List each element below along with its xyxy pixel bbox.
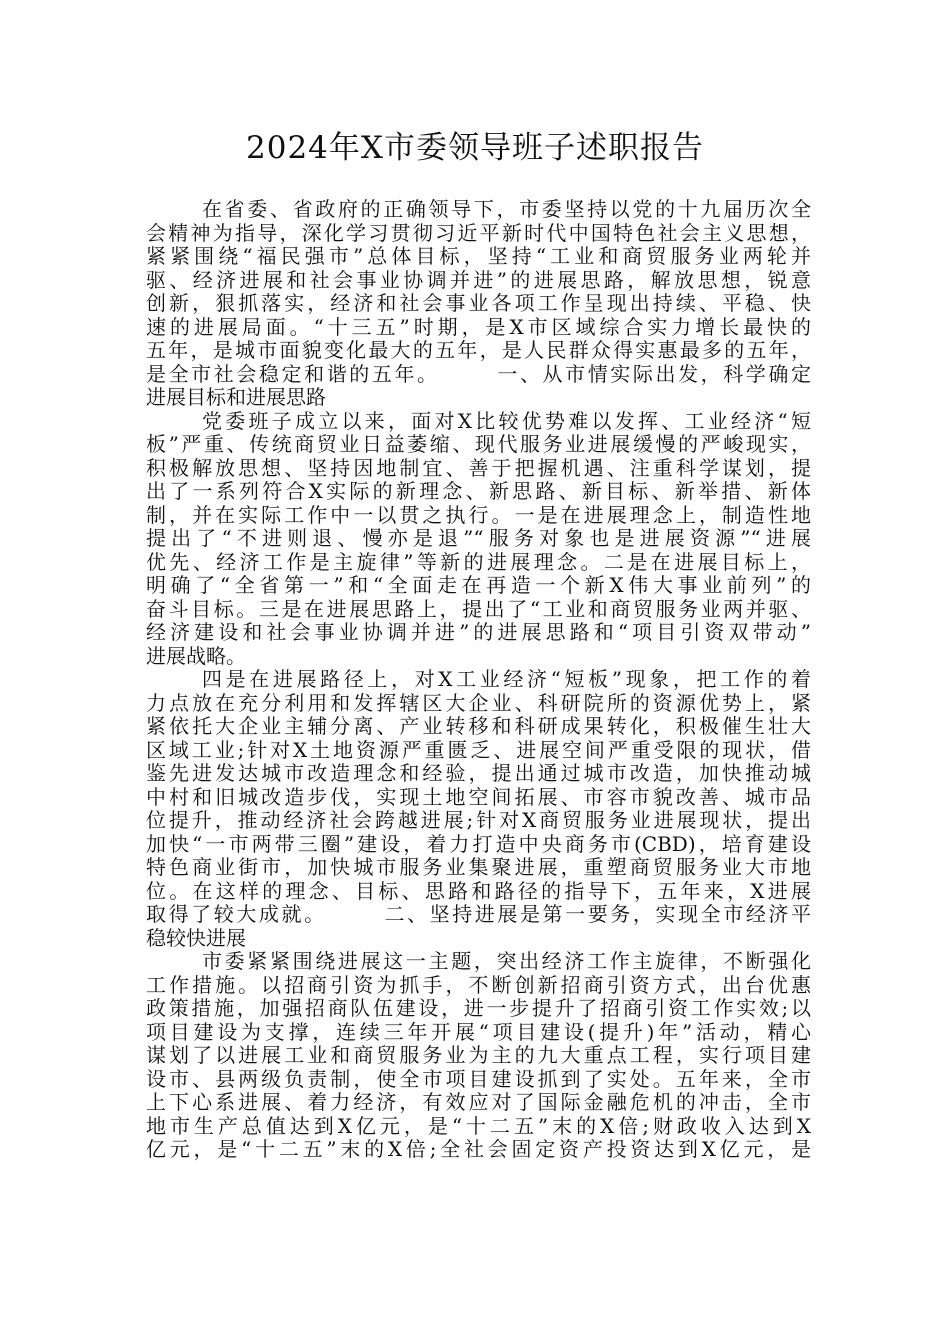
text-line: 制，并在实际工作中一以贯之执行。一是在进展理念上，制造性地 [146, 502, 811, 527]
text-line: 鉴先进发达城市改造理念和经验，提出通过城市改造，加快推动城 [146, 761, 811, 785]
text-line: 进展目标和进展思路 [146, 385, 326, 409]
text-line: 取得了较大成就。 二、坚持进展是第一要务，实现全市经济平 [146, 902, 811, 926]
text-line: 紧紧围绕“福民强市”总体目标，坚持“工业和商贸服务业两轮并 [146, 244, 811, 268]
text-line: 位提升，推动经济社会跨越进展;针对X商贸服务业进展现状，提出 [146, 808, 811, 832]
text-line: 位。在这样的理念、目标、思路和路径的指导下，五年来，X进展 [146, 878, 811, 903]
text-line: 紧依托大企业主辅分离、产业转移和科研成果转化，积极催生壮大 [146, 714, 811, 738]
document-body [146, 198, 811, 1162]
text-line: 工作措施。以招商引资为抓手，不断创新招商引资方式，出台优惠 [146, 972, 811, 997]
text-line: 板”严重、传统商贸业日益萎缩、现代服务业进展缓慢的严峻现实， [146, 432, 811, 456]
text-line: 在省委、省政府的正确领导下，市委坚持以党的十九届历次全 [202, 197, 811, 221]
text-line: 会精神为指导，深化学习贯彻习近平新时代中国特色社会主义思想， [146, 220, 811, 245]
text-line: 加快“一市两带三圈”建设，着力打造中央商务市(CBD)，培育建设 [146, 831, 811, 856]
text-line: 特色商业街市，加快城市服务业集聚进展，重塑商贸服务业大市地 [146, 855, 811, 879]
text-line: 五年，是城市面貌变化最大的五年，是人民群众得实惠最多的五年， [146, 338, 811, 362]
text-line: 驱、经济进展和社会事业协调并进”的进展思路，解放思想，锐意 [146, 267, 811, 292]
text-line: 亿元，是“十二五”末的X倍;全社会固定资产投资达到X亿元，是 [146, 1137, 811, 1161]
text-line: 谋划了以进展工业和商贸服务业为主的九大重点工程，实行项目建 [146, 1043, 811, 1067]
text-line: 设市、县两级负责制，使全市项目建设抓到了实处。五年来，全市 [146, 1066, 811, 1091]
text-line: 积极解放思想、坚持因地制宜、善于把握机遇、注重科学谋划，提 [146, 455, 811, 480]
text-line: 市委紧紧围绕进展这一主题，突出经济工作主旋律，不断强化 [202, 949, 811, 973]
text-line: 上下心系进展、着力经济，有效应对了国际金融危机的冲击，全市 [146, 1090, 811, 1114]
text-line: 出了一系列符合X实际的新理念、新思路、新目标、新举措、新体 [146, 479, 811, 503]
text-line: 党委班子成立以来，面对X比较优势难以发挥、工业经济“短 [202, 408, 811, 433]
text-line: 稳较快进展 [146, 925, 246, 950]
text-line: 中村和旧城改造步伐，实现土地空间拓展、市容市貌改善、城市品 [146, 784, 811, 809]
text-line: 明确了“全省第一”和“全面走在再造一个新X伟大事业前列”的 [146, 573, 811, 597]
document-title: 2024年X市委领导班子述职报告 [246, 130, 704, 166]
text-line: 四是在进展路径上，对X工业经济“短板”现象，把工作的着 [202, 667, 811, 691]
text-line: 速的进展局面。“十三五”时期，是X市区域综合实力增长最快的 [146, 314, 811, 339]
text-line: 创新，狠抓落实，经济和社会事业各项工作呈现出持续、平稳、快 [146, 291, 811, 315]
text-line: 优先、经济工作是主旋律”等新的进展理念。二是在进展目标上， [146, 549, 811, 574]
text-line: 奋斗目标。三是在进展思路上，提出了“工业和商贸服务业两并驱、 [146, 596, 811, 621]
text-line: 区域工业;针对X土地资源严重匮乏、进展空间严重受限的现状，借 [146, 737, 811, 762]
text-line: 政策措施，加强招商队伍建设，进一步提升了招商引资工作实效;以 [146, 996, 811, 1020]
text-line: 进展战略。 [146, 643, 246, 668]
text-line: 项目建设为支撑，连续三年开展“项目建设(提升)年”活动，精心 [146, 1019, 811, 1044]
text-line: 经济建设和社会事业协调并进”的进展思路和“项目引资双带动” [146, 620, 811, 644]
text-line: 力点放在充分利用和发挥辖区大企业、科研院所的资源优势上，紧 [146, 690, 811, 715]
text-line: 是全市社会稳定和谐的五年。 一、从市情实际出发，科学确定 [146, 361, 811, 386]
text-line: 提出了“不进则退、慢亦是退”“服务对象也是进展资源”“进展 [146, 526, 811, 550]
text-line: 地市生产总值达到X亿元，是“十二五”末的X倍;财政收入达到X [146, 1113, 811, 1138]
